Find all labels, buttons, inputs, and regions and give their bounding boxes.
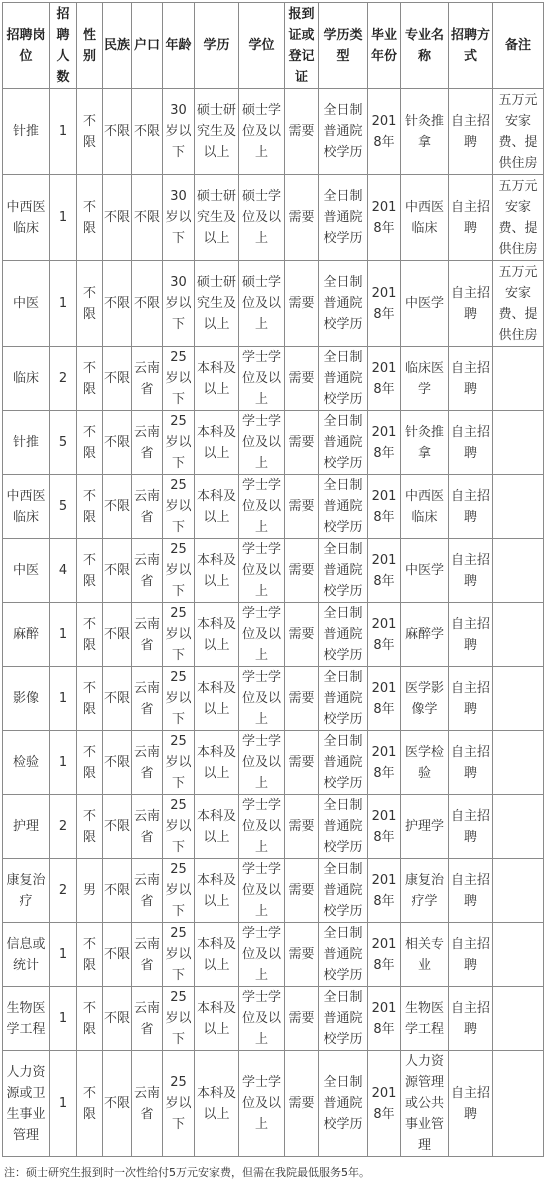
table-cell: 需要 xyxy=(285,347,319,411)
table-cell: 本科及以上 xyxy=(195,539,239,603)
table-cell: 本科及以上 xyxy=(195,1051,239,1157)
table-cell: 1 xyxy=(50,987,77,1051)
table-cell: 不限 xyxy=(77,539,103,603)
table-cell: 硕士学位及以上 xyxy=(239,89,285,175)
table-cell: 不限 xyxy=(77,89,103,175)
table-cell xyxy=(493,795,544,859)
table-cell: 30岁以下 xyxy=(163,261,195,347)
table-cell: 全日制普通院校学历 xyxy=(319,1051,368,1157)
table-cell: 不限 xyxy=(77,667,103,731)
table-cell: 不限 xyxy=(103,795,132,859)
table-cell: 不限 xyxy=(103,347,132,411)
table-cell: 需要 xyxy=(285,859,319,923)
table-cell: 需要 xyxy=(285,175,319,261)
table-body xyxy=(3,89,544,1157)
table-cell: 康复治疗学 xyxy=(401,859,449,923)
table-cell: 学士学位及以上 xyxy=(239,923,285,987)
table-cell: 本科及以上 xyxy=(195,987,239,1051)
table-cell: 不限 xyxy=(132,261,163,347)
table-cell: 云南省 xyxy=(132,667,163,731)
table-cell: 五万元安家费、提供住房 xyxy=(493,175,544,261)
table-cell: 生物医学工程 xyxy=(3,987,50,1051)
table-cell: 本科及以上 xyxy=(195,603,239,667)
table-cell: 临床医学 xyxy=(401,347,449,411)
recruitment-table xyxy=(2,2,544,1157)
footnote: 注：硕士研究生报到时一次性给付5万元安家费，但需在我院最低服务5年。 xyxy=(4,1166,370,1179)
table-cell: 学士学位及以上 xyxy=(239,347,285,411)
table-cell: 本科及以上 xyxy=(195,923,239,987)
table-cell: 不限 xyxy=(77,175,103,261)
table-cell xyxy=(493,987,544,1051)
table-cell: 不限 xyxy=(103,667,132,731)
table-cell: 2 xyxy=(50,347,77,411)
table-cell: 自主招聘 xyxy=(449,411,493,475)
table-cell: 不限 xyxy=(77,1051,103,1157)
table-cell: 2018年 xyxy=(368,795,401,859)
table-cell: 学士学位及以上 xyxy=(239,795,285,859)
table-cell: 自主招聘 xyxy=(449,1051,493,1157)
table-cell: 自主招聘 xyxy=(449,175,493,261)
table-cell: 医学影像学 xyxy=(401,667,449,731)
table-cell: 全日制普通院校学历 xyxy=(319,347,368,411)
table-cell: 云南省 xyxy=(132,731,163,795)
table-cell: 2018年 xyxy=(368,859,401,923)
table-row xyxy=(3,347,544,411)
table-cell: 25岁以下 xyxy=(163,923,195,987)
table-cell: 全日制普通院校学历 xyxy=(319,603,368,667)
table-cell: 2018年 xyxy=(368,175,401,261)
table-cell: 中医学 xyxy=(401,539,449,603)
table-cell xyxy=(493,475,544,539)
table-cell: 本科及以上 xyxy=(195,795,239,859)
table-cell: 学士学位及以上 xyxy=(239,1051,285,1157)
table-cell: 麻醉学 xyxy=(401,603,449,667)
table-cell: 2018年 xyxy=(368,731,401,795)
table-cell xyxy=(493,1051,544,1157)
table-cell xyxy=(493,859,544,923)
table-cell: 全日制普通院校学历 xyxy=(319,475,368,539)
table-cell: 中西医临床 xyxy=(401,475,449,539)
table-cell: 自主招聘 xyxy=(449,795,493,859)
table-cell xyxy=(493,347,544,411)
table-cell: 不限 xyxy=(103,731,132,795)
table-row xyxy=(3,923,544,987)
table-cell xyxy=(493,667,544,731)
table-cell: 1 xyxy=(50,923,77,987)
table-cell: 本科及以上 xyxy=(195,859,239,923)
table-cell: 需要 xyxy=(285,411,319,475)
table-cell: 中医 xyxy=(3,539,50,603)
table-cell: 2018年 xyxy=(368,347,401,411)
table-cell: 自主招聘 xyxy=(449,731,493,795)
table-cell: 25岁以下 xyxy=(163,411,195,475)
table-cell: 本科及以上 xyxy=(195,731,239,795)
table-row xyxy=(3,859,544,923)
table-cell: 学士学位及以上 xyxy=(239,411,285,475)
table-cell: 1 xyxy=(50,89,77,175)
table-cell: 学士学位及以上 xyxy=(239,667,285,731)
table-cell: 云南省 xyxy=(132,347,163,411)
table-cell: 2018年 xyxy=(368,987,401,1051)
table-cell: 学士学位及以上 xyxy=(239,987,285,1051)
table-cell: 不限 xyxy=(77,347,103,411)
table-cell: 全日制普通院校学历 xyxy=(319,731,368,795)
table-cell: 自主招聘 xyxy=(449,539,493,603)
table-row xyxy=(3,175,544,261)
table-cell: 25岁以下 xyxy=(163,1051,195,1157)
table-cell: 不限 xyxy=(77,923,103,987)
table-row xyxy=(3,603,544,667)
table-cell: 不限 xyxy=(103,859,132,923)
table-cell: 学士学位及以上 xyxy=(239,475,285,539)
table-cell: 中西医临床 xyxy=(3,475,50,539)
table-cell: 本科及以上 xyxy=(195,411,239,475)
table-cell: 学士学位及以上 xyxy=(239,539,285,603)
table-row xyxy=(3,475,544,539)
table-cell: 针灸推拿 xyxy=(401,89,449,175)
table-cell: 全日制普通院校学历 xyxy=(319,667,368,731)
header-cell: 报到证或登记证 xyxy=(285,3,319,89)
table-cell: 云南省 xyxy=(132,987,163,1051)
table-cell: 医学检验 xyxy=(401,731,449,795)
table-cell: 硕士研究生及以上 xyxy=(195,89,239,175)
table-cell: 人力资源或卫生事业管理 xyxy=(3,1051,50,1157)
table-cell: 中西医临床 xyxy=(3,175,50,261)
table-cell: 需要 xyxy=(285,667,319,731)
table-cell: 生物医学工程 xyxy=(401,987,449,1051)
header-cell: 专业名称 xyxy=(401,3,449,89)
header-cell: 毕业年份 xyxy=(368,3,401,89)
table-cell: 不限 xyxy=(103,89,132,175)
table-cell: 25岁以下 xyxy=(163,987,195,1051)
table-cell: 自主招聘 xyxy=(449,89,493,175)
table-cell: 1 xyxy=(50,731,77,795)
header-cell: 学历 xyxy=(195,3,239,89)
table-cell: 护理 xyxy=(3,795,50,859)
table-cell: 需要 xyxy=(285,923,319,987)
table-row xyxy=(3,261,544,347)
table-cell: 需要 xyxy=(285,89,319,175)
table-cell: 人力资源管理或公共事业管理 xyxy=(401,1051,449,1157)
header-cell: 户口 xyxy=(132,3,163,89)
table-cell: 相关专业 xyxy=(401,923,449,987)
table-cell: 需要 xyxy=(285,1051,319,1157)
table-cell: 学士学位及以上 xyxy=(239,731,285,795)
table-cell xyxy=(493,603,544,667)
table-cell: 2 xyxy=(50,795,77,859)
table-row xyxy=(3,987,544,1051)
table-cell: 自主招聘 xyxy=(449,603,493,667)
table-cell: 25岁以下 xyxy=(163,347,195,411)
table-cell: 云南省 xyxy=(132,475,163,539)
table-cell: 1 xyxy=(50,175,77,261)
header-cell: 年龄 xyxy=(163,3,195,89)
table-cell: 自主招聘 xyxy=(449,859,493,923)
table-row xyxy=(3,731,544,795)
table-cell: 中医学 xyxy=(401,261,449,347)
table-cell: 不限 xyxy=(77,475,103,539)
table-cell: 临床 xyxy=(3,347,50,411)
table-cell: 2018年 xyxy=(368,261,401,347)
table-cell: 自主招聘 xyxy=(449,261,493,347)
table-cell: 25岁以下 xyxy=(163,731,195,795)
table-row xyxy=(3,89,544,175)
table-cell: 云南省 xyxy=(132,1051,163,1157)
header-cell: 学位 xyxy=(239,3,285,89)
table-cell: 全日制普通院校学历 xyxy=(319,411,368,475)
table-cell: 4 xyxy=(50,539,77,603)
table-cell: 全日制普通院校学历 xyxy=(319,261,368,347)
table-cell: 1 xyxy=(50,1051,77,1157)
table-cell: 影像 xyxy=(3,667,50,731)
table-cell xyxy=(493,923,544,987)
table-cell: 需要 xyxy=(285,261,319,347)
table-cell: 自主招聘 xyxy=(449,475,493,539)
table-cell: 不限 xyxy=(77,411,103,475)
table-cell: 学士学位及以上 xyxy=(239,603,285,667)
table-cell: 不限 xyxy=(103,475,132,539)
table-cell: 全日制普通院校学历 xyxy=(319,175,368,261)
header-row xyxy=(3,3,544,89)
table-cell: 本科及以上 xyxy=(195,475,239,539)
table-cell: 不限 xyxy=(103,411,132,475)
table-cell: 不限 xyxy=(77,795,103,859)
table-cell: 不限 xyxy=(103,603,132,667)
table-cell: 25岁以下 xyxy=(163,795,195,859)
table-cell: 不限 xyxy=(77,731,103,795)
table-cell: 2 xyxy=(50,859,77,923)
table-cell: 需要 xyxy=(285,987,319,1051)
table-cell: 云南省 xyxy=(132,795,163,859)
table-cell: 全日制普通院校学历 xyxy=(319,539,368,603)
table-cell: 自主招聘 xyxy=(449,667,493,731)
table-cell: 本科及以上 xyxy=(195,667,239,731)
table-cell: 信息或统计 xyxy=(3,923,50,987)
table-cell: 不限 xyxy=(103,1051,132,1157)
table-cell: 全日制普通院校学历 xyxy=(319,795,368,859)
table-cell: 25岁以下 xyxy=(163,475,195,539)
table-cell: 1 xyxy=(50,667,77,731)
table-cell: 需要 xyxy=(285,731,319,795)
table-cell: 针推 xyxy=(3,411,50,475)
table-cell: 2018年 xyxy=(368,1051,401,1157)
table-cell: 硕士研究生及以上 xyxy=(195,261,239,347)
table-cell: 五万元安家费、提供住房 xyxy=(493,261,544,347)
table-cell xyxy=(493,731,544,795)
table-cell: 本科及以上 xyxy=(195,347,239,411)
table-cell: 不限 xyxy=(103,261,132,347)
table-row xyxy=(3,795,544,859)
table-cell: 5 xyxy=(50,411,77,475)
table-cell: 检验 xyxy=(3,731,50,795)
table-cell: 全日制普通院校学历 xyxy=(319,923,368,987)
table-row xyxy=(3,1051,544,1157)
table-cell: 需要 xyxy=(285,795,319,859)
table-cell: 25岁以下 xyxy=(163,859,195,923)
table-cell: 需要 xyxy=(285,603,319,667)
table-cell: 不限 xyxy=(103,923,132,987)
table-cell: 25岁以下 xyxy=(163,603,195,667)
header-cell: 学历类型 xyxy=(319,3,368,89)
table-cell: 2018年 xyxy=(368,539,401,603)
table-cell: 护理学 xyxy=(401,795,449,859)
table-cell: 2018年 xyxy=(368,475,401,539)
table-cell: 针灸推拿 xyxy=(401,411,449,475)
table-cell: 中医 xyxy=(3,261,50,347)
table-cell: 30岁以下 xyxy=(163,175,195,261)
table-cell: 全日制普通院校学历 xyxy=(319,987,368,1051)
table-cell: 学士学位及以上 xyxy=(239,859,285,923)
table-cell: 不限 xyxy=(132,175,163,261)
table-cell: 2018年 xyxy=(368,667,401,731)
header-cell: 民族 xyxy=(103,3,132,89)
table-cell: 30岁以下 xyxy=(163,89,195,175)
table-cell: 自主招聘 xyxy=(449,987,493,1051)
header-cell: 招聘岗位 xyxy=(3,3,50,89)
table-cell xyxy=(493,411,544,475)
table-cell: 云南省 xyxy=(132,603,163,667)
table-cell: 2018年 xyxy=(368,411,401,475)
table-cell: 云南省 xyxy=(132,411,163,475)
table-cell: 不限 xyxy=(77,261,103,347)
table-row xyxy=(3,539,544,603)
table-cell: 云南省 xyxy=(132,539,163,603)
table-cell: 25岁以下 xyxy=(163,667,195,731)
table-cell: 不限 xyxy=(103,175,132,261)
table-cell: 5 xyxy=(50,475,77,539)
table-cell: 硕士学位及以上 xyxy=(239,175,285,261)
table-row xyxy=(3,667,544,731)
table-cell: 25岁以下 xyxy=(163,539,195,603)
table-cell: 云南省 xyxy=(132,923,163,987)
table-cell: 麻醉 xyxy=(3,603,50,667)
table-cell: 全日制普通院校学历 xyxy=(319,859,368,923)
table-cell: 硕士学位及以上 xyxy=(239,261,285,347)
table-cell: 云南省 xyxy=(132,859,163,923)
table-cell: 自主招聘 xyxy=(449,347,493,411)
table-cell: 五万元安家费、提供住房 xyxy=(493,89,544,175)
header-cell: 备注 xyxy=(493,3,544,89)
table-row xyxy=(3,411,544,475)
table-cell: 硕士研究生及以上 xyxy=(195,175,239,261)
table-cell: 1 xyxy=(50,261,77,347)
header-cell: 招聘方式 xyxy=(449,3,493,89)
table-cell: 2018年 xyxy=(368,89,401,175)
table-cell: 自主招聘 xyxy=(449,923,493,987)
table-cell: 1 xyxy=(50,603,77,667)
table-cell: 针推 xyxy=(3,89,50,175)
table-cell: 不限 xyxy=(77,987,103,1051)
table-cell: 不限 xyxy=(132,89,163,175)
table-cell: 2018年 xyxy=(368,923,401,987)
table-cell: 不限 xyxy=(103,539,132,603)
header-cell: 性别 xyxy=(77,3,103,89)
table-cell: 不限 xyxy=(103,987,132,1051)
table-cell: 需要 xyxy=(285,539,319,603)
table-cell: 全日制普通院校学历 xyxy=(319,89,368,175)
table-cell: 男 xyxy=(77,859,103,923)
table-cell xyxy=(493,539,544,603)
table-cell: 需要 xyxy=(285,475,319,539)
table-cell: 中西医临床 xyxy=(401,175,449,261)
table-cell: 康复治疗 xyxy=(3,859,50,923)
table-cell: 2018年 xyxy=(368,603,401,667)
header-cell: 招聘人数 xyxy=(50,3,77,89)
table-cell: 不限 xyxy=(77,603,103,667)
